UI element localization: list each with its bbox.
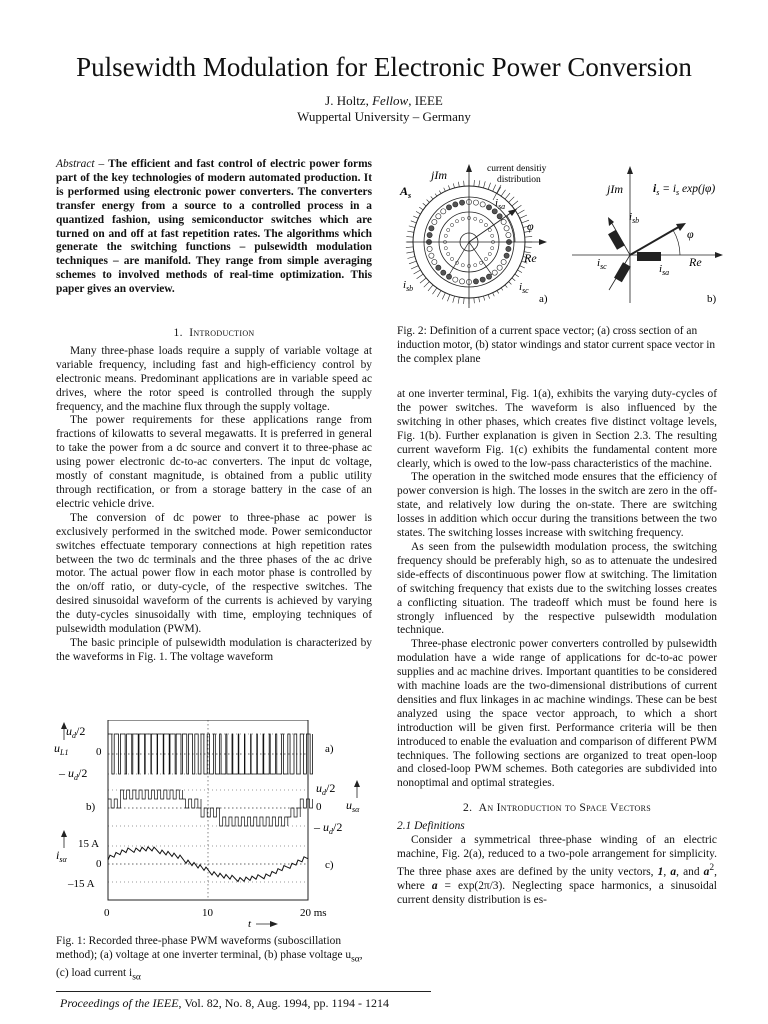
abstract-lead: Abstract – xyxy=(56,158,105,170)
fig1-t-label: t xyxy=(248,918,252,930)
jim-label-b: jIm xyxy=(607,182,623,196)
trace-a-terminal-voltage xyxy=(108,734,313,774)
paragraph: at one inverter terminal, Fig. 1(a), exhibits the varying duty-cycles of the power switches. The waveform is also influenced by the switching in other phases, which creates five distinct voltage levels, Fig. 1(b). Further explanation is given in Section 2.3. The resulting current waveform Fig. 1(c) exhibits the fundamental content more clearly, which is owed to the low-pass characteristics of the machine. xyxy=(397,388,717,470)
fig1-neg-ud2-right: – $u_d/2$ xyxy=(314,820,343,836)
isb-label-b: $i_{sb}$ xyxy=(629,211,640,225)
re-label-b: Re xyxy=(689,255,702,269)
author-line xyxy=(0,93,768,109)
paragraph: Three-phase electronic power converters controlled by pulsewidth modulation have a wide range of applications for dc-to-ac power supplies and ac machine drives. Important quantities to be considered with machine loads are the two-dimensional distributions of current densities and flux linkages in ac machine windings. These can be best analyzed using the space vector approach, to which a short introduction will be given first. Performance criteria will be then introduced to enable the evaluation and comparison of different PWM techniques. The following sections are organized to treat open-loop and closed-loop PWM schemes. Both categories are subdivided into nonoptimal and optimal strategies. xyxy=(397,638,717,790)
fig1-tick-10: 10 xyxy=(202,907,213,919)
subsection-heading: 2.1 Definitions xyxy=(397,820,465,833)
author-grade: Fellow xyxy=(372,93,409,108)
paragraph: As seen from the pulsewidth modulation process, the switching frequency should be preferably high, so as to attenuate the undesired side-effects of discontinuous power flow at switching. The limitation of switching frequency that exists due to the switching losses creates a conflicting situation. The tradeoff which must be found here is strongly influenced by the respective pulsewidth modulation technique. xyxy=(397,540,717,637)
fig1-neg-ud2: – $u_d/2$ xyxy=(59,766,88,782)
paper-title: Pulsewidth Modulation for Electronic Power Conversion xyxy=(76,52,692,82)
fig1-tag-b: b) xyxy=(86,801,96,813)
isa-label-a: $i_{sa}$ xyxy=(495,197,506,211)
paragraph: The operation in the switched mode ensures that the efficiency of power conversion is high. The losses in the switch are zero in the off-state, and relatively low during the on-state. There are switching losses in addition which occur during the transitions between the two states. The switching losses increase with switching frequency. xyxy=(397,471,717,540)
author-society: , IEEE xyxy=(408,93,443,108)
affiliation: Wuppertal University – Germany xyxy=(297,109,471,124)
re-label-a: Re xyxy=(524,251,537,265)
trace-b-phase-voltage xyxy=(108,790,313,826)
fig1-ud2-right: $u_d/2$ xyxy=(316,781,336,797)
paragraph: Many three-phase loads require a supply of variable voltage at variable frequency, including fast and high-efficiency control by electronic means. Predominant applications are in variable speed ac drives, where the rotor speed is controlled through the supply frequency, and the machine flux through the supply voltage. xyxy=(56,344,372,413)
current-density-label-1: current densitiy xyxy=(487,164,547,174)
figure-2a-tag: a) xyxy=(539,293,548,305)
fig1-zero-c: 0 xyxy=(96,858,102,870)
figure-2a-cross-section xyxy=(399,164,548,308)
isc-label-a: $i_{sc}$ xyxy=(519,281,529,295)
figure-2b-complex-plane xyxy=(572,166,723,305)
space-vector-equation: $i_s = i_s$ exp(jφ) xyxy=(653,183,716,197)
paragraph: Consider a symmetrical three-phase winding of an electric machine, Fig. 2(a), reduced to a two-pole arrangement for simplicity. The three phase axes are defined by the unity vectors, 1, a, and $a^2$, where a = exp(2π/3). Neglecting space harmonics, a sinusoidal current density distribution is es- xyxy=(397,834,717,906)
fig1-ud2-top: $u_d/2$ xyxy=(66,724,86,740)
isc-label-b: $i_{sc}$ xyxy=(597,257,607,271)
footer-rule xyxy=(56,991,431,992)
fig1-tick-0: 0 xyxy=(104,907,110,919)
figure-1-caption: Fig. 1: Recorded three-phase PWM waveforms (suboscillation method); (a) voltage at one inverter terminal, (b) phase voltage $u_{s\alpha}$, (c) load current $i_{s\alpha}$ xyxy=(56,935,363,983)
isa-label-b: $i_{sa}$ xyxy=(659,263,670,277)
paragraph: The basic principle of pulsewidth modulation is characterized by the waveforms in Fig. 1. The voltage waveform xyxy=(56,636,372,663)
fig1-usa: $u_{s\alpha}$ xyxy=(346,798,360,814)
current-density-label-2: distribution xyxy=(497,175,541,185)
fig1-15a: 15 A xyxy=(78,838,100,850)
isb-label-a: $i_{sb}$ xyxy=(403,279,414,293)
phi-label-b: φ xyxy=(687,227,694,241)
jim-label-a: jIm xyxy=(431,168,447,182)
figure-1 xyxy=(50,720,380,932)
fig1-isa: $i_{s\alpha}$ xyxy=(56,848,67,864)
figure-2b-tag: b) xyxy=(707,293,717,305)
section-heading: 2. An Introduction to Space Vectors xyxy=(462,801,652,815)
author-block xyxy=(0,93,768,125)
phi-label-a: φ xyxy=(527,219,534,233)
section-heading: 1. Introduction xyxy=(173,326,255,339)
paragraph: The power requirements for these applications range from fractions of kilowatts to several megawatts. It is preferred in general to take the power from a dc source and convert it to three-phase ac using power electronic dc-to-ac converters. The input dc voltage, mostly of constant magnitude, is obtained from a public utility through rectification, or from a storage battery in the case of an electric vehicle drive. xyxy=(56,414,372,510)
fig1-tag-c: c) xyxy=(325,859,334,871)
fig1-tick-20: 20 ms xyxy=(300,907,327,919)
fig1-ul1: $u_{L1}$ xyxy=(54,741,69,757)
section-introduction xyxy=(56,320,372,665)
abstract-text: The efficient and fast control of electric power forms part of the key technologies of modern automated production. It is performed using electronic power converters. The converters transfer energy from a source to a controlled process in a quantized fashion, using semiconductor switches which are turned on and off at fast repetition rates. The algorithms which generate the switching functions – pulsewidth modulation techniques – are manifold. They range from simple averaging schemes to involved methods of real-time optimization. This paper gives an overview. xyxy=(56,158,372,296)
abstract xyxy=(56,158,372,297)
figure-2-caption: Fig. 2: Definition of a current space vector; (a) cross section of an induction motor, (b) stator windings and stator current space vector in the complex plane xyxy=(397,325,716,365)
right-column-text xyxy=(397,388,717,907)
author-name: J. Holtz, xyxy=(325,93,373,108)
fig1-tag-a: a) xyxy=(325,743,334,755)
footer-citation: Proceedings of the IEEE, Vol. 82, No. 8, Aug. 1994, pp. 1194 - 1214 xyxy=(60,996,389,1010)
fig1-zero-b: 0 xyxy=(316,801,322,813)
fig1-m15a: –15 A xyxy=(68,878,95,890)
as-label: $A_s$ xyxy=(400,184,412,200)
fig1-zero-a: 0 xyxy=(96,746,102,758)
paragraph: The conversion of dc power to three-phase ac power is exclusively performed in the switched mode. Power semiconductor switches effectuate temporary connections at high repetition rates between the two dc terminals and the three phases of the ac drive motor. The actual power flow in each motor phase is controlled by the on/off ratio, or duty-cycle, of the respective switches. The desired sinusoidal waveform of the currents is achieved by varying the duty-cycles sinusoidally with time, employing techniques of pulsewidth modulation (PWM). xyxy=(56,511,372,636)
figure-2 xyxy=(397,158,727,308)
